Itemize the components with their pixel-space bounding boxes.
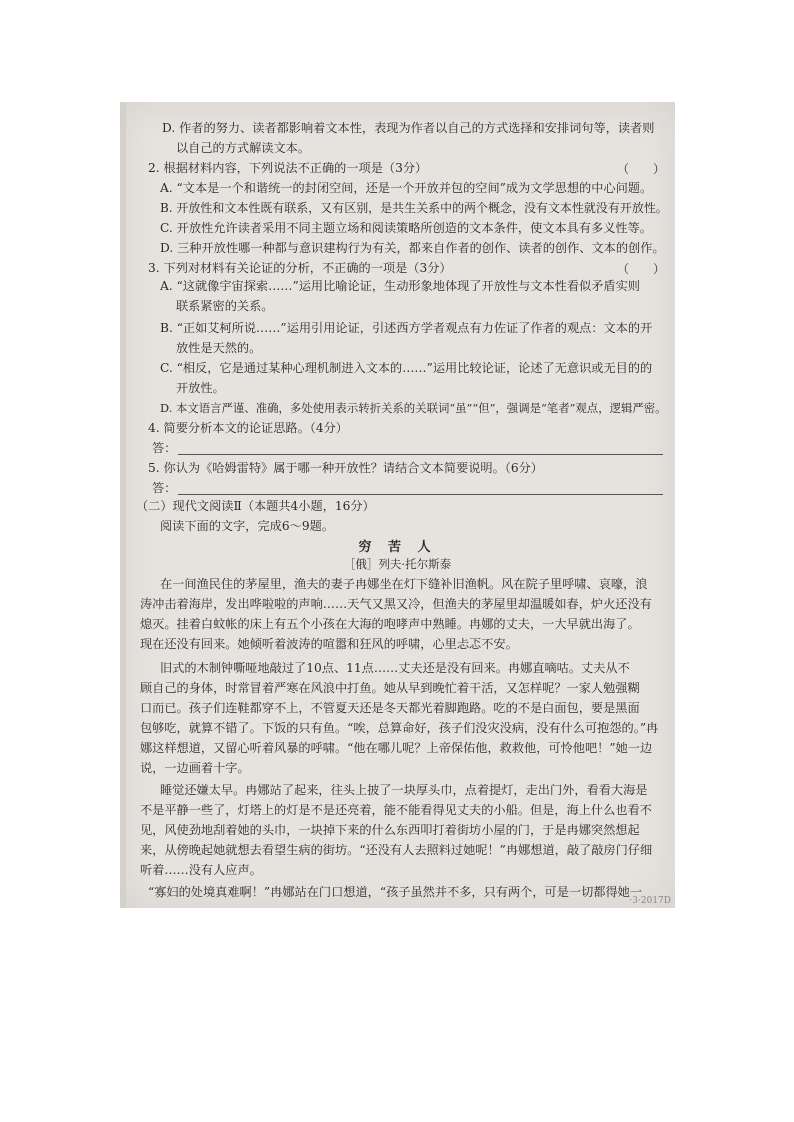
page-shadow-edge (120, 102, 126, 908)
story-para-line: 熄灭。挂着白蚊帐的床上有五个小孩在大海的咆哮声中熟睡。冉娜的丈夫，一大早就出海了。 (140, 617, 640, 631)
q2-option-b: B. 开放性和文本性既有联系，又有区别，是共生关系中的两个概念，没有文本性就没有开放性。 (160, 201, 668, 215)
story-title: 穷 苦 人 (358, 540, 437, 555)
section-heading: （二）现代文阅读Ⅱ（本题共4小题，16分） (136, 499, 375, 513)
story-para-line: 说，一边画着十字。 (140, 761, 250, 775)
section-instruction: 阅读下面的文字，完成6～9题。 (160, 519, 334, 533)
story-para-line: 听着……没有人应声。 (140, 863, 262, 877)
scanned-exam-page (120, 102, 675, 908)
story-para-line: 顾自己的身体，时常冒着严寒在风浪中打鱼。她从早到晚忙着干活，又怎样呢？一家人勉强糊 (140, 681, 640, 695)
q3-option-d: D. 本文语言严谨、准确，多处使用表示转折关系的关联词“虽”“但”，强调是“笔者”观点，逻辑严密。 (160, 401, 667, 415)
question-3: 3. 下列对材料有关论证的分析，不正确的一项是（3分） (148, 261, 452, 275)
q2-option-c: C. 开放性允许读者采用不同主题立场和阅读策略所创造的文本条件，使文本具有多义性等。 (160, 221, 652, 235)
q2-option-a: A. “文本是一个和谐统一的封闭空间，还是一个开放并包的空间”成为文学思想的中心问题。 (160, 181, 653, 195)
answer-label-5: 答： (152, 481, 177, 495)
question-5: 5. 你认为《哈姆雷特》属于哪一种开放性？请结合文本简要说明。（6分） (148, 461, 543, 475)
story-para-line: 睡觉还嫌太早。冉娜站了起来，往头上披了一块厚头巾，点着提灯，走出门外，看看大海是 (160, 783, 648, 797)
story-para-line: 娜这样想道，又留心听着风暴的呼啸。“他在哪儿呢？上帝保佑他，救救他，可怜他吧！”她一边 (140, 741, 653, 755)
q3-option-a-line1: A. “这就像宇宙探索……”运用比喻论证，生动形象地体现了开放性与文本性看似矛盾实则 (160, 279, 640, 293)
question-4: 4. 简要分析本文的论证思路。（4分） (148, 421, 348, 435)
story-para-line: 在一间渔民住的茅屋里，渔夫的妻子冉娜坐在灯下缝补旧渔帆。风在院子里呼啸、哀嚎，浪 (160, 577, 648, 591)
answer-paren-q3: （ ） (617, 262, 666, 276)
story-para-line: 包够吃，就算不错了。下饭的只有鱼。“唉，总算命好，孩子们没灾没病，没有什么可抱怨的。”冉 (140, 721, 659, 735)
q3-option-c-line2: 开放性。 (176, 381, 225, 395)
story-para-line: 旧式的木制钟嘶哑地敲过了10点、11点……丈夫还是没有回来。冉娜直嘀咕。丈夫从不 (160, 661, 630, 675)
q2-option-d: D. 三种开放性哪一种都与意识建构行为有关，都来自作者的创作、读者的创作、文本的创作。 (160, 241, 665, 255)
q3-option-b-line2: 放性是天然的。 (176, 341, 262, 355)
answer-label-4: 答： (152, 441, 177, 455)
q3-option-c-line1: C. “相反，它是通过某种心理机制进入文本的……”运用比较论证，论述了无意识或无目的的 (160, 361, 653, 375)
story-para-line: 现在还没有回来。她倾听着波涛的喧嚣和狂风的呼啸，心里忐忑不安。 (140, 637, 518, 651)
option-2d-line1: D. 作者的努力、读者都影响着文本性，表现为作者以自己的方式选择和安排词句等，读者则 (162, 121, 655, 135)
option-2d-line2: 以自己的方式解读文本。 (176, 141, 311, 155)
question-2: 2. 根据材料内容，下列说法不正确的一项是（3分） (148, 161, 428, 175)
q3-option-a-line2: 联系紧密的关系。 (176, 299, 274, 313)
story-para-line: 见，风使劲地刮着她的头巾，一块掉下来的什么东西叩打着街坊小屋的门，于是冉娜突然想起 (140, 823, 640, 837)
story-para-line: 来，从傍晚起她就想去看望生病的街坊。“还没有人去照料过她呢！”冉娜想道，敲了敲房门仔细 (140, 843, 653, 857)
story-para-line: 口而已。孩子们连鞋都穿不上，不管夏天还是冬天都光着脚跑路。吃的不是白面包，要是黑面 (140, 701, 640, 715)
page-footer-mark: ·3·2017D (629, 896, 671, 906)
story-para-line: 涛冲击着海岸，发出哗啦啦的声响……天气又黑又冷，但渔夫的茅屋里却温暖如春，炉火还没有 (140, 597, 652, 611)
answer-paren-q2: （ ） (617, 162, 666, 176)
story-para-line: 不是平静一些了，灯塔上的灯是不是还亮着，能不能看得见丈夫的小船。但是，海上什么也看不 (140, 803, 652, 817)
story-para-line: “寡妇的处境真难啊！”冉娜站在门口想道，“孩子虽然并不多，只有两个，可是一切都得她一 (148, 885, 643, 899)
story-author: ［俄］列夫·托尔斯泰 (343, 557, 452, 571)
answer-line-5 (178, 494, 663, 495)
answer-line-4 (178, 454, 663, 455)
q3-option-b-line1: B. “正如艾柯所说……”运用引用论证，引述西方学者观点有力佐证了作者的观点：文本的开 (160, 321, 653, 335)
